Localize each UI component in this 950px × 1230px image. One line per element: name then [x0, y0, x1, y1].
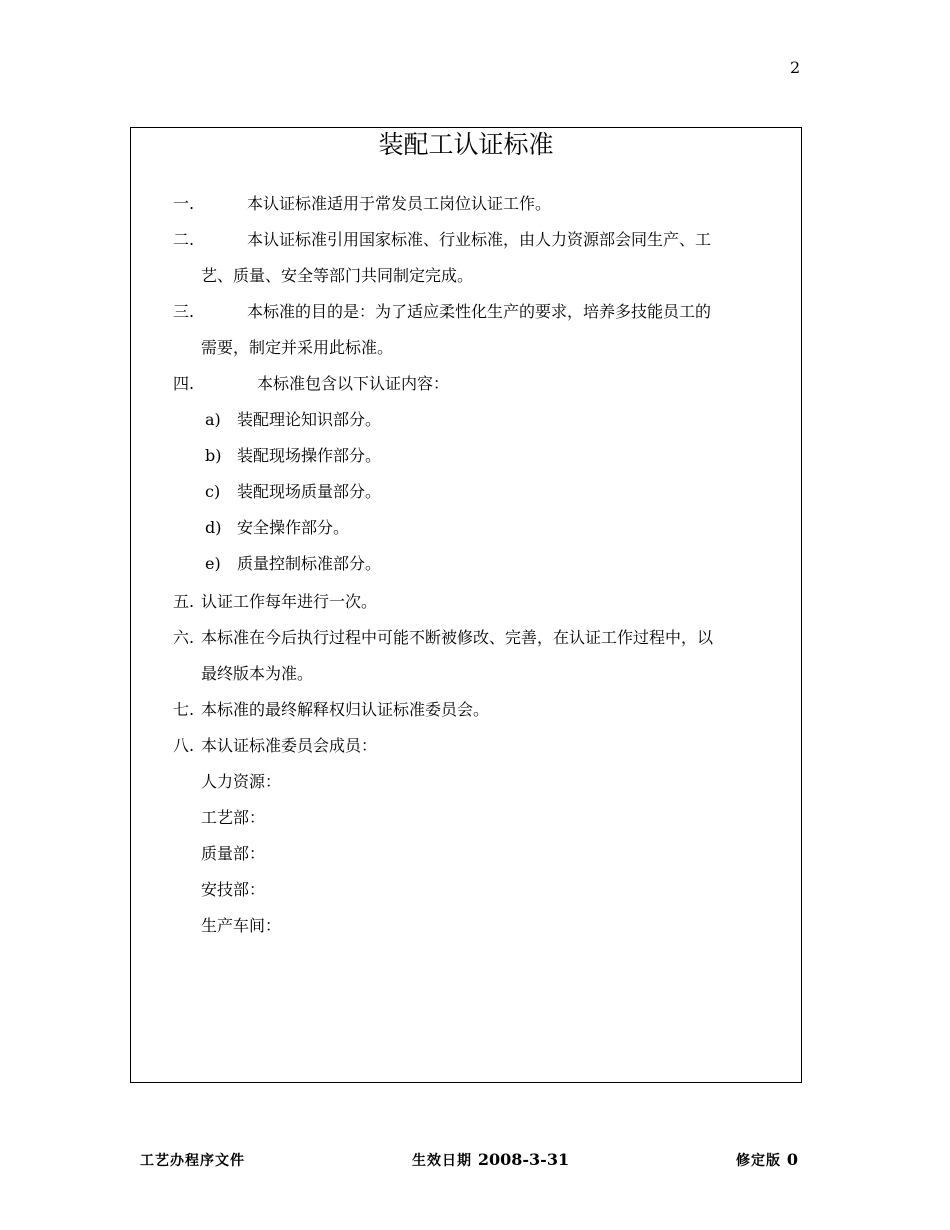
- effective-date-label: 生效日期: [412, 1153, 472, 1169]
- clause-6: [173, 620, 791, 692]
- sub-item-letter: a): [205, 410, 221, 429]
- effective-date-value: 2008-3-31: [477, 1150, 570, 1169]
- sub-item-text: 装配理论知识部分。: [237, 410, 382, 429]
- sub-item-text: 质量控制标准部分。: [237, 554, 382, 573]
- sub-item-b: [205, 438, 381, 474]
- member-quality-dept: 质量部：: [201, 844, 266, 863]
- clause-text: 本标准的最终解释权归认证标准委员会。: [201, 700, 490, 719]
- clause-number: 八.: [173, 736, 195, 755]
- clause-number: 五.: [173, 592, 195, 611]
- clause-3: [173, 294, 791, 366]
- member-safety-dept: 安技部：: [201, 880, 266, 899]
- clause-5: [173, 584, 791, 620]
- clause-number: 六.: [173, 628, 195, 647]
- clause-text-line2: 艺、质量、安全等部门共同制定完成。: [201, 266, 474, 285]
- content-frame: [130, 127, 802, 1083]
- clause-text: 本认证标准适用于常发员工岗位认证工作。: [247, 194, 552, 213]
- sub-item-letter: d): [205, 518, 222, 537]
- clause-text: 认证工作每年进行一次。: [201, 592, 378, 611]
- clause-8: [173, 728, 791, 764]
- revision-label: 修定版: [736, 1153, 781, 1169]
- clause-number: 七.: [173, 700, 195, 719]
- footer-revision: [736, 1150, 798, 1170]
- member-process-dept: 工艺部：: [201, 808, 266, 827]
- clause-4: [173, 366, 791, 402]
- sub-item-text: 装配现场质量部分。: [237, 482, 382, 501]
- clause-text: 本认证标准委员会成员：: [201, 736, 378, 755]
- sub-item-letter: b): [205, 446, 222, 465]
- sub-item-text: 安全操作部分。: [237, 518, 350, 537]
- clause-number: 四.: [173, 374, 195, 393]
- clause-text-line1: 本认证标准引用国家标准、行业标准，由人力资源部会同生产、工: [247, 230, 712, 249]
- clause-number: 二.: [173, 230, 195, 249]
- clause-2: [173, 222, 791, 294]
- footer-effective-date: [412, 1150, 569, 1170]
- clause-number: 一.: [173, 194, 195, 213]
- clause-text: 本标准包含以下认证内容：: [257, 374, 450, 393]
- sub-item-text: 装配现场操作部分。: [237, 446, 382, 465]
- sub-item-a: [205, 402, 381, 438]
- clause-text-line2: 需要，制定并采用此标准。: [201, 338, 394, 357]
- sub-item-c: [205, 474, 381, 510]
- clause-number: 三.: [173, 302, 195, 321]
- member-hr: 人力资源：: [201, 772, 282, 791]
- revision-number: 0: [786, 1150, 799, 1169]
- clause-text-line1: 本标准在今后执行过程中可能不断被修改、完善，在认证工作过程中，以: [201, 628, 714, 647]
- sub-item-letter: e): [205, 554, 221, 573]
- page-number: 2: [790, 58, 801, 77]
- clause-text-line1: 本标准的目的是：为了适应柔性化生产的要求，培养多技能员工的: [247, 302, 712, 321]
- member-production-workshop: 生产车间：: [201, 916, 282, 935]
- sub-item-e: [205, 546, 381, 582]
- document-title: 装配工认证标准: [378, 130, 554, 159]
- sub-item-d: [205, 510, 349, 546]
- clause-1: [173, 186, 791, 222]
- sub-item-letter: c): [205, 482, 221, 501]
- clause-text-line2: 最终版本为准。: [201, 664, 314, 683]
- footer-doc-type: 工艺办程序文件: [140, 1153, 245, 1169]
- clause-7: [173, 692, 791, 728]
